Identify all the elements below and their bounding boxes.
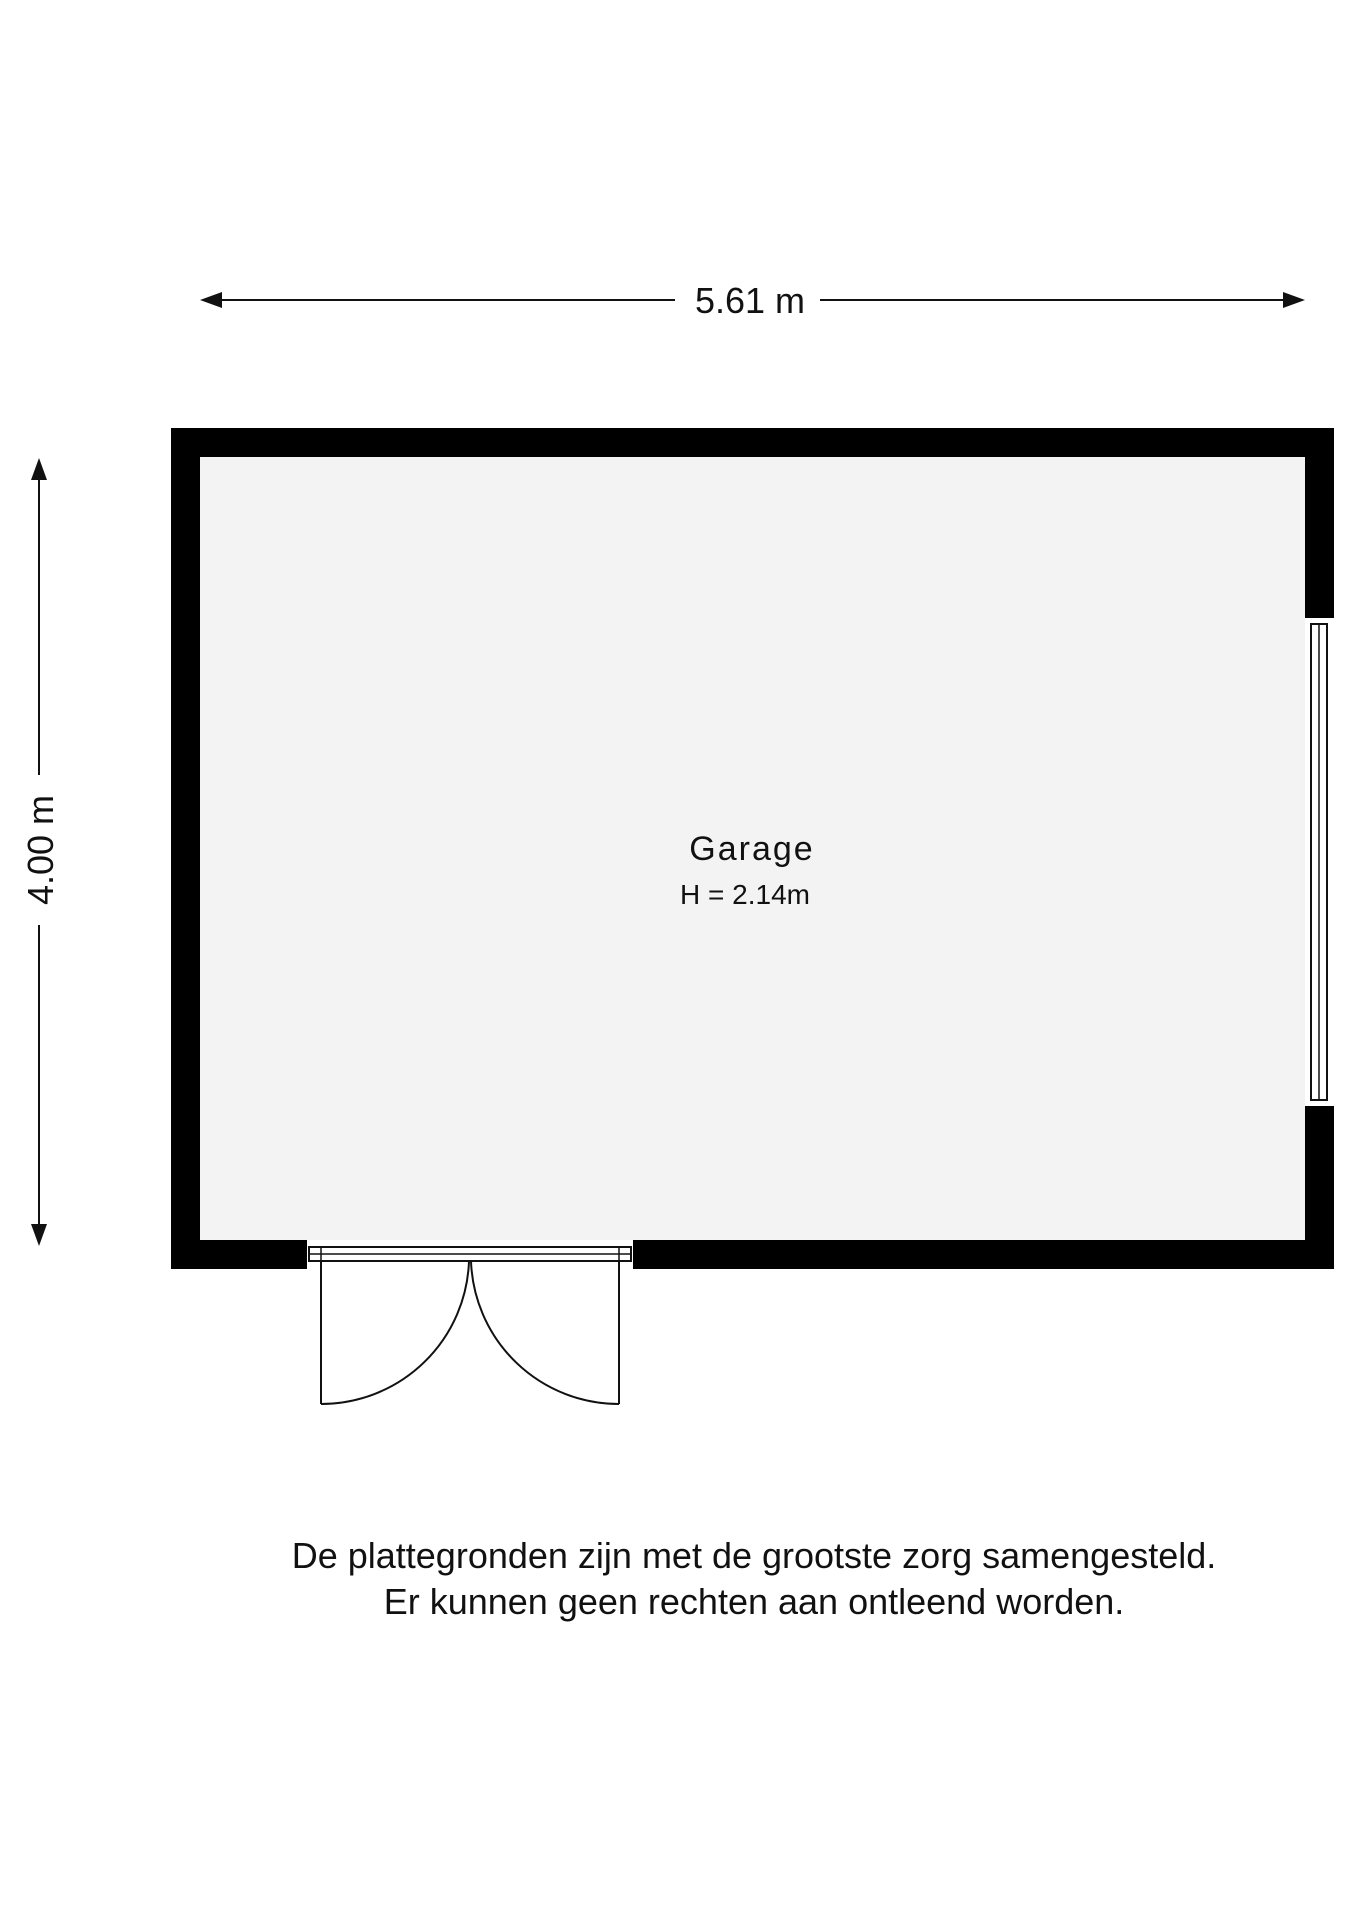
- wall-left: [171, 428, 200, 1269]
- wall-bottom-left: [171, 1240, 307, 1269]
- arrow-down-icon: [31, 1224, 47, 1246]
- wall-bottom-right: [633, 1240, 1334, 1269]
- door-swing-left: [321, 1261, 469, 1404]
- height-label: 4.00 m: [20, 794, 61, 906]
- arrow-left-icon: [200, 292, 222, 308]
- width-dimension: [200, 280, 1305, 321]
- disclaimer-line-1: De plattegronden zijn met de grootste zorg samengesteld.: [291, 1535, 1217, 1576]
- disclaimer-line-2: Er kunnen geen rechten aan ontleend worden.: [383, 1581, 1125, 1622]
- height-dimension: [20, 458, 61, 1246]
- door-swing-right: [471, 1261, 619, 1404]
- room-height: H = 2.14m: [680, 879, 810, 910]
- disclaimer: [0, 1533, 1358, 1625]
- double-door: [307, 1240, 633, 1404]
- wall-right-upper: [1305, 428, 1334, 618]
- width-label: 5.61 m: [694, 280, 806, 321]
- arrow-right-icon: [1283, 292, 1305, 308]
- wall-top: [171, 428, 1334, 457]
- window-right: [1305, 618, 1334, 1106]
- room-name: Garage: [689, 830, 815, 868]
- arrow-up-icon: [31, 458, 47, 480]
